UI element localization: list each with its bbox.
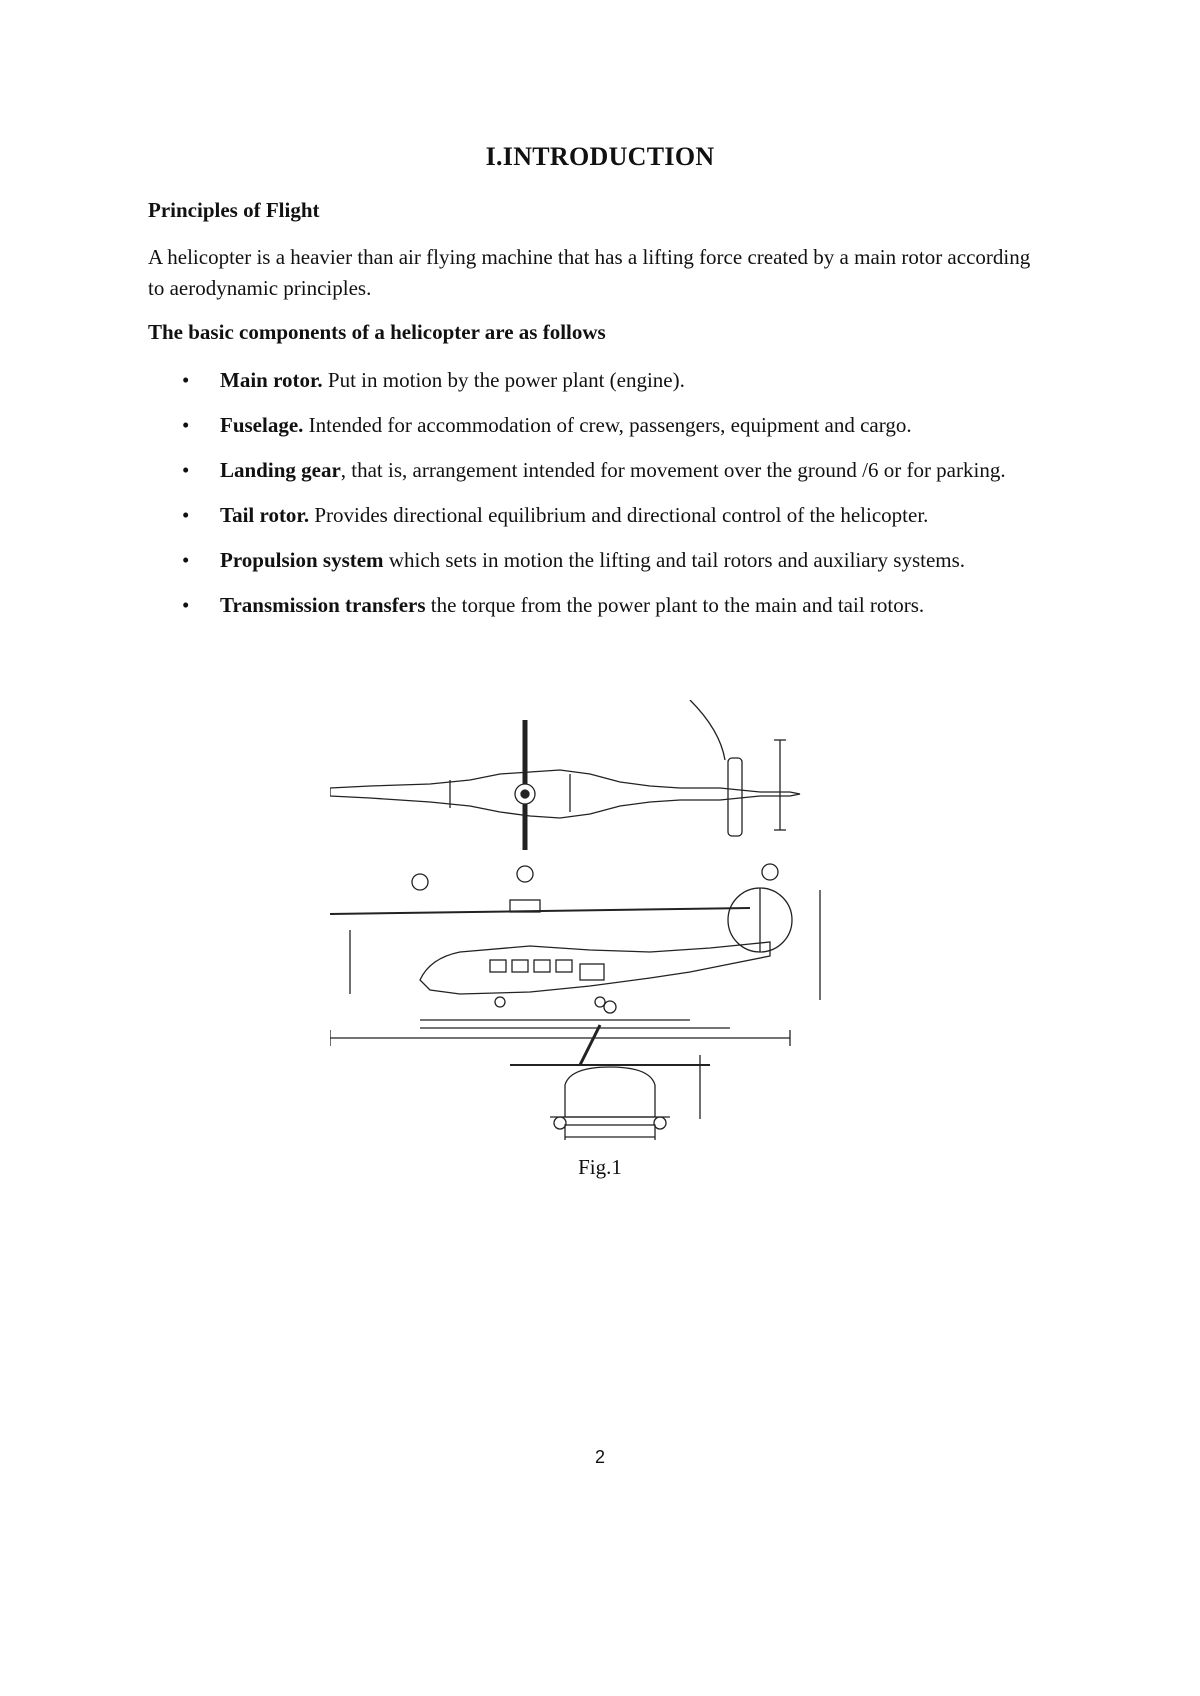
bullet-icon: •: [182, 368, 190, 392]
bullet-icon: •: [182, 503, 190, 527]
list-item: [148, 501, 1068, 530]
list-item: [148, 456, 1068, 485]
list-heading: The basic components of a helicopter are as follows: [148, 320, 606, 344]
component-term: Main rotor.: [220, 368, 323, 392]
helicopter-front-view: [510, 1001, 710, 1140]
list-item: [148, 411, 1068, 440]
component-term: Tail rotor.: [220, 503, 310, 527]
helicopter-side-view: [330, 864, 820, 1046]
bullet-icon: •: [182, 458, 190, 482]
page-title: I.INTRODUCTION: [485, 142, 715, 171]
helicopter-diagram: [330, 700, 870, 1140]
list-item: [148, 366, 1068, 395]
component-description: the torque from the power plant to the main and tail rotors.: [425, 593, 925, 617]
component-term: Landing gear: [220, 458, 341, 482]
section-heading: Principles of Flight: [148, 198, 320, 222]
page-number: 2: [594, 1447, 605, 1467]
component-description: Intended for accommodation of crew, passengers, equipment and cargo.: [303, 413, 912, 437]
figure-caption: Fig.1: [578, 1155, 622, 1179]
list-item: [148, 591, 1068, 620]
component-term: Transmission transfers: [220, 593, 426, 617]
component-description: , that is, arrangement intended for movement over the ground /6 or for parking.: [340, 458, 1006, 482]
component-description: Provides directional equilibrium and directional control of the helicopter.: [309, 503, 929, 527]
bullet-icon: •: [182, 593, 190, 617]
intro-paragraph: A helicopter is a heavier than air flying machine that has a lifting force created by a main rotor according to aerodynamic principles.: [148, 245, 1031, 300]
list-item: [148, 546, 1068, 575]
component-term: Fuselage.: [220, 413, 304, 437]
components-list: [148, 366, 1068, 636]
component-description: which sets in motion the lifting and tail rotors and auxiliary systems.: [383, 548, 966, 572]
bullet-icon: •: [182, 548, 190, 572]
component-description: Put in motion by the power plant (engine).: [322, 368, 685, 392]
component-term: Propulsion system: [220, 548, 384, 572]
helicopter-top-view: [330, 700, 800, 850]
bullet-icon: •: [182, 413, 190, 437]
